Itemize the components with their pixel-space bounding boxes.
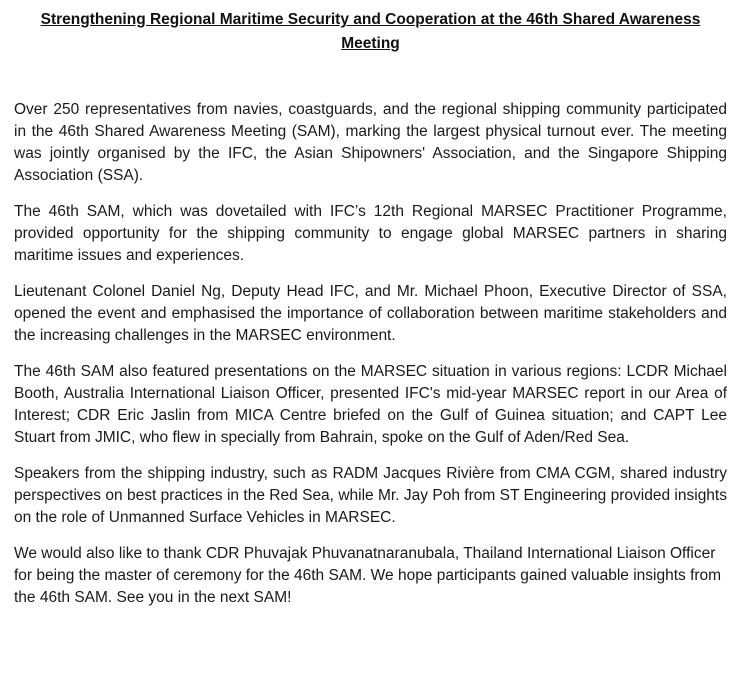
article-title: Strengthening Regional Maritime Security and Cooperation at the 46th Shared Awareness Meeting — [40, 11, 701, 52]
paragraph-presentations: The 46th SAM also featured presentations on the MARSEC situation in various regions: LCDR Michael Booth, Australia International Liaison Officer, presented IFC's mid-year MARSEC report in our Area of Interest; CDR Eric Jaslin from MICA Centre briefed on the Gulf of Guinea situation; and CAPT Lee Stuart from JMIC, who flew in specially from Bahrain, spoke on the Gulf of Aden/Red Sea. — [14, 363, 727, 446]
paragraph-practitioner-programme: The 46th SAM, which was dovetailed with IFC’s 12th Regional MARSEC Practitioner Programme, provided opportunity for the shipping community to engage global MARSEC partners in sharing maritime issues and experiences. — [14, 203, 727, 264]
article-body — [14, 99, 727, 609]
paragraph-opening: Lieutenant Colonel Daniel Ng, Deputy Head IFC, and Mr. Michael Phoon, Executive Director of SSA, opened the event and emphasised the importance of collaboration between maritime stakeholders and the increasing challenges in the MARSEC environment. — [14, 283, 727, 344]
paragraph-turnout: Over 250 representatives from navies, coastguards, and the regional shipping community participated in the 46th Shared Awareness Meeting (SAM), marking the largest physical turnout ever. The meeting was jointly organised by the IFC, the Asian Shipowners' Association, and the Singapore Shipping Association (SSA). — [14, 101, 727, 184]
paragraph-thanks: We would also like to thank CDR Phuvajak Phuvanatnaranubala, Thailand International Liaison Officer for being the master of ceremony for the 46th SAM. We hope participants gained valuable insights from the 46th SAM. See you in the next SAM! — [14, 545, 722, 606]
paragraph-industry-speakers: Speakers from the shipping industry, such as RADM Jacques Rivière from CMA CGM, shared industry perspectives on best practices in the Red Sea, while Mr. Jay Poh from ST Engineering provided insights on the role of Unmanned Surface Vehicles in MARSEC. — [14, 465, 727, 526]
